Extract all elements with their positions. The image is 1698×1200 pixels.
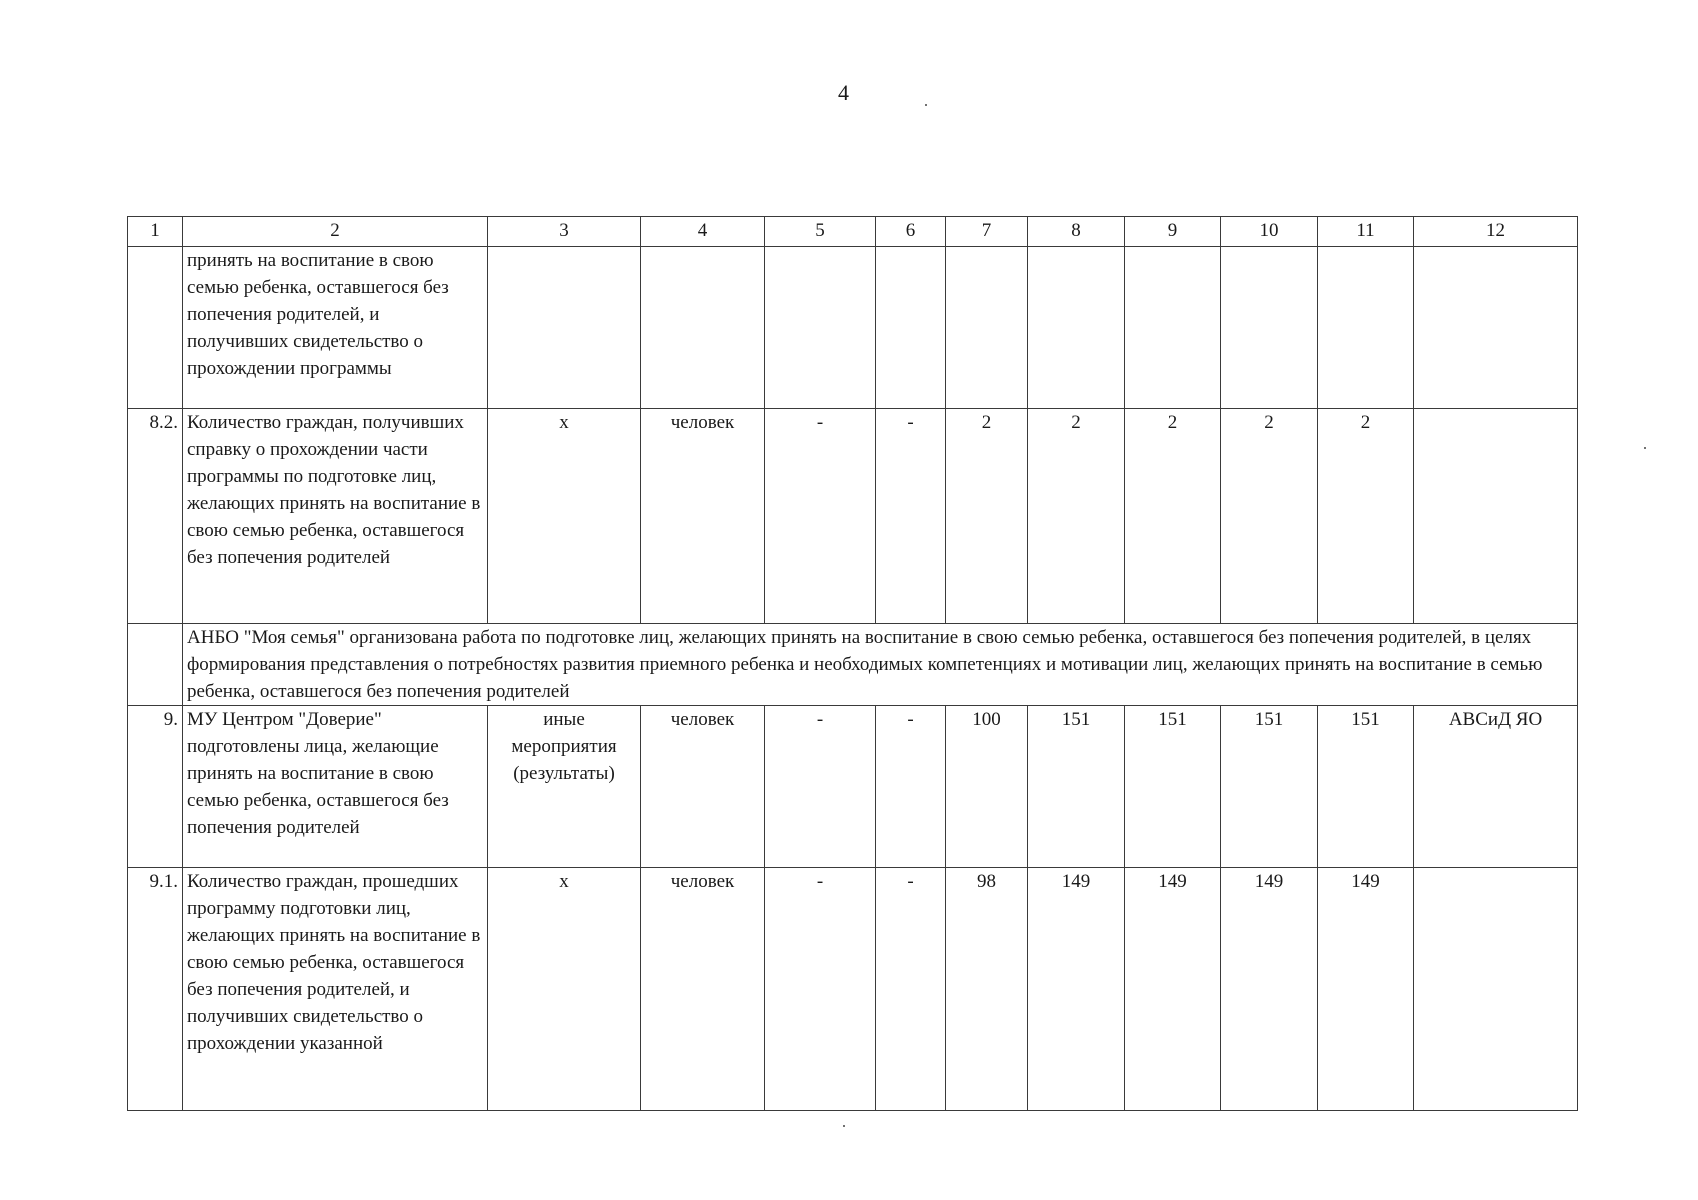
table-row <box>128 868 1578 1111</box>
header-cell: 10 <box>1221 217 1318 247</box>
row-value: 151 <box>1125 706 1221 868</box>
row-description: принять на воспитание в свою семью ребенка, оставшегося без попечения родителей, и получивших свидетельство о прохождении программы <box>183 247 488 409</box>
scan-speck <box>925 104 927 106</box>
row-value: - <box>765 409 876 624</box>
row-number <box>128 624 183 706</box>
row-value: 2 <box>1125 409 1221 624</box>
note-text: АНБО "Моя семья" организована работа по подготовке лиц, желающих принять на воспитание в свою семью ребенка, оставшегося без попечения родителей, в целях формирования представления о потребностях развития приемного ребенка и необходимых компетенциях и мотивации лиц, желающих принять на воспитание в семью ребенка, оставшегося без попечения родителей <box>183 624 1578 706</box>
row-type: х <box>488 868 641 1111</box>
row-unit: человек <box>641 868 765 1111</box>
row-type: иные мероприятия (результаты) <box>488 706 641 868</box>
row-value: - <box>876 409 946 624</box>
row-description: МУ Центром "Доверие" подготовлены лица, желающие принять на воспитание в свою семью ребенка, оставшегося без попечения родителей <box>183 706 488 868</box>
row-value <box>1028 247 1125 409</box>
row-description: Количество граждан, прошедших программу подготовки лиц, желающих принять на воспитание в свою семью ребенка, оставшегося без попечения родителей, и получивших свидетельство о прохождении указанной <box>183 868 488 1111</box>
header-cell: 6 <box>876 217 946 247</box>
header-cell: 5 <box>765 217 876 247</box>
row-unit <box>641 247 765 409</box>
row-value <box>876 247 946 409</box>
row-value: 2 <box>1221 409 1318 624</box>
header-cell: 2 <box>183 217 488 247</box>
data-table <box>127 216 1578 1111</box>
scan-speck <box>1644 447 1646 449</box>
row-type: х <box>488 409 641 624</box>
header-cell: 8 <box>1028 217 1125 247</box>
page-number: 4 <box>838 80 849 105</box>
row-value <box>1318 247 1414 409</box>
header-cell: 11 <box>1318 217 1414 247</box>
row-description: Количество граждан, получивших справку о прохождении части программы по подготовке лиц, желающих принять на воспитание в свою семью ребенка, оставшегося без попечения родителей <box>183 409 488 624</box>
row-value: 149 <box>1221 868 1318 1111</box>
row-number: 9.1. <box>128 868 183 1111</box>
header-cell: 12 <box>1414 217 1578 247</box>
table-row <box>128 409 1578 624</box>
row-number: 8.2. <box>128 409 183 624</box>
row-responsible <box>1414 868 1578 1111</box>
table-row <box>128 706 1578 868</box>
row-number: 9. <box>128 706 183 868</box>
table-row-note <box>128 624 1578 706</box>
table-header-row <box>128 217 1578 247</box>
row-responsible: АВСиД ЯО <box>1414 706 1578 868</box>
row-value <box>765 247 876 409</box>
header-cell: 7 <box>946 217 1028 247</box>
row-value: 100 <box>946 706 1028 868</box>
row-value <box>1221 247 1318 409</box>
header-cell: 1 <box>128 217 183 247</box>
row-number <box>128 247 183 409</box>
row-value: 149 <box>1028 868 1125 1111</box>
header-cell: 9 <box>1125 217 1221 247</box>
row-value: 2 <box>1028 409 1125 624</box>
row-value: 2 <box>946 409 1028 624</box>
row-value: 149 <box>1318 868 1414 1111</box>
row-value: - <box>876 868 946 1111</box>
row-value: - <box>876 706 946 868</box>
row-value: 151 <box>1318 706 1414 868</box>
row-value: - <box>765 706 876 868</box>
row-value <box>946 247 1028 409</box>
row-unit: человек <box>641 706 765 868</box>
row-responsible <box>1414 409 1578 624</box>
scan-speck <box>843 1125 845 1127</box>
table-row <box>128 247 1578 409</box>
row-value: 151 <box>1221 706 1318 868</box>
row-value: 149 <box>1125 868 1221 1111</box>
row-type <box>488 247 641 409</box>
row-value: 2 <box>1318 409 1414 624</box>
row-value: 151 <box>1028 706 1125 868</box>
row-value: - <box>765 868 876 1111</box>
row-responsible <box>1414 247 1578 409</box>
header-cell: 4 <box>641 217 765 247</box>
row-unit: человек <box>641 409 765 624</box>
header-cell: 3 <box>488 217 641 247</box>
row-value <box>1125 247 1221 409</box>
row-value: 98 <box>946 868 1028 1111</box>
